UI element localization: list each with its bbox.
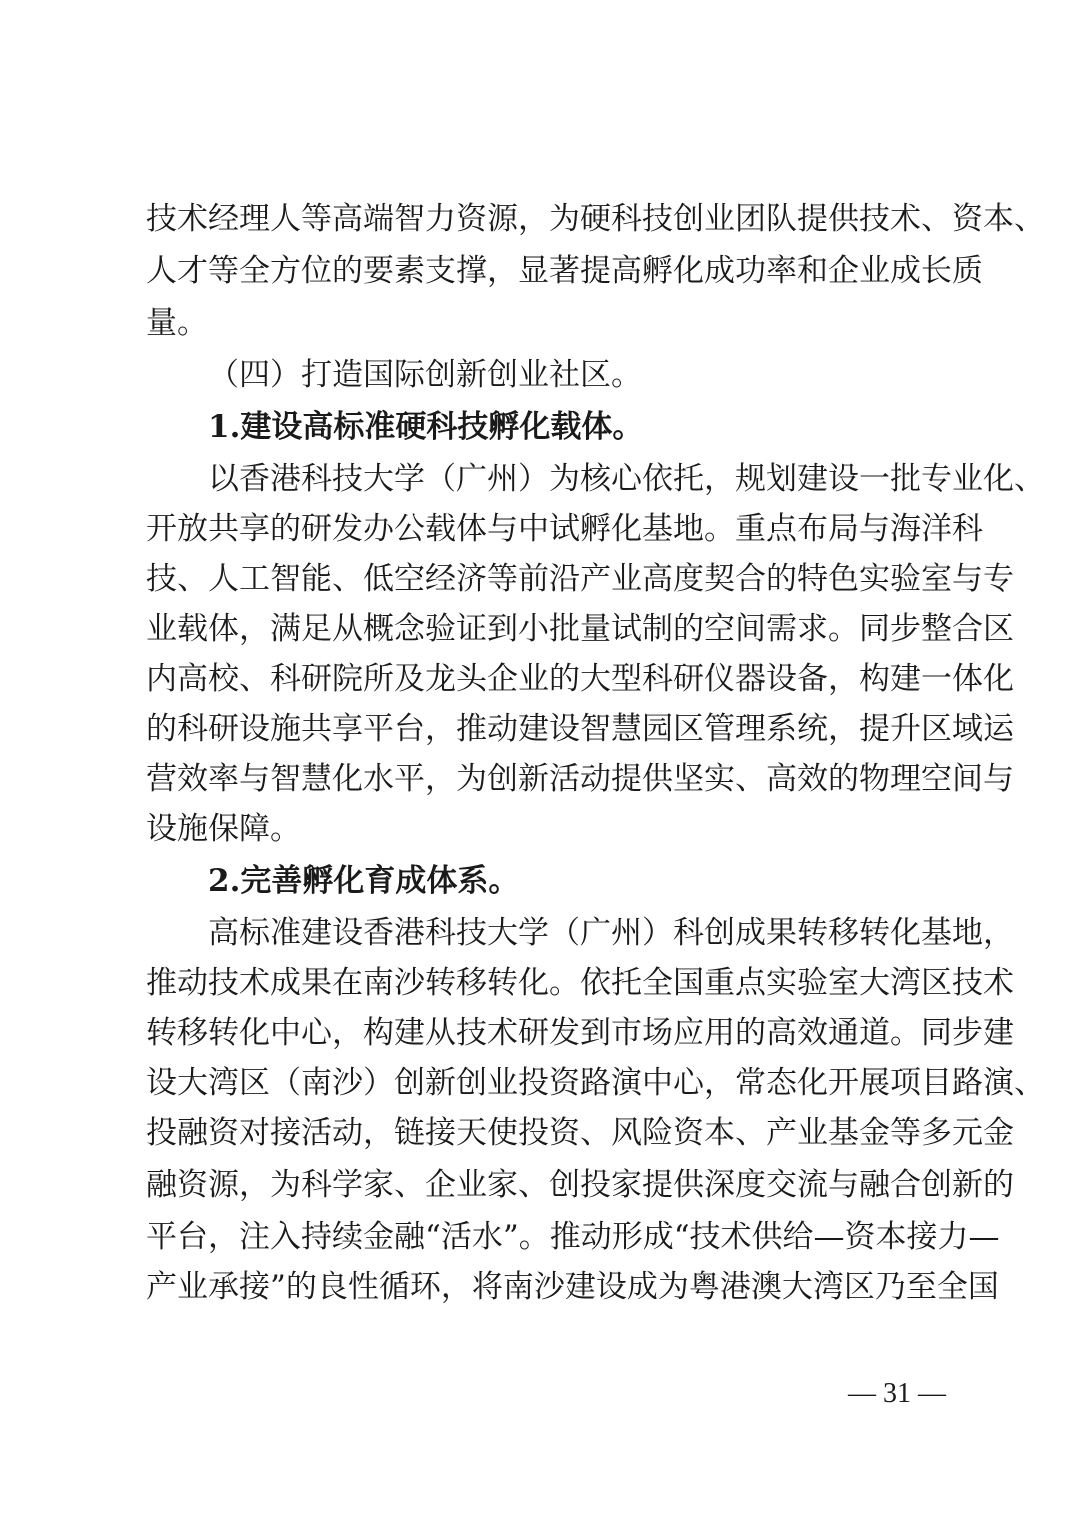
body-text-line: 业载体，满足从概念验证到小批量试制的空间需求。同步整合区 — [146, 611, 1014, 647]
page-number: — 31 — — [848, 1378, 946, 1409]
body-text-line: 的科研设施共享平台，推动建设智慧园区管理系统，提升区域运 — [146, 711, 1014, 747]
body-text-line: 产业承接”的良性循环，将南沙建设成为粤港澳大湾区乃至全国 — [146, 1269, 999, 1305]
body-text-line: 转移转化中心，构建从技术研发到市场应用的高效通道。同步建 — [146, 1015, 1014, 1051]
body-text-line: 融资源，为科学家、企业家、创投家提供深度交流与融合创新的 — [146, 1167, 1014, 1203]
body-text-line: 技术经理人等高端智力资源，为硬科技创业团队提供技术、资本、 — [146, 201, 1045, 237]
body-text-line: 平台，注入持续金融“活水”。推动形成“技术供给—资本接力— — [146, 1219, 1000, 1255]
body-text-line: 设施保障。 — [146, 811, 301, 847]
subsection-heading: 2.完善孵化育成体系。 — [208, 863, 520, 899]
body-text-line: 人才等全方位的要素支撑，显著提高孵化成功率和企业成长质 — [146, 253, 983, 289]
body-text-line: 营效率与智慧化水平，为创新活动提供坚实、高效的物理空间与 — [146, 761, 1014, 797]
body-text-line: 量。 — [146, 305, 208, 341]
body-text-line: 推动技术成果在南沙转移转化。依托全国重点实验室大湾区技术 — [146, 965, 1014, 1001]
body-text-line: 内高校、科研院所及龙头企业的大型科研仪器设备，构建一体化 — [146, 661, 1014, 697]
body-text-line: 以香港科技大学（广州）为核心依托，规划建设一批专业化、 — [208, 461, 1045, 497]
body-text-line: 高标准建设香港科技大学（广州）科创成果转移转化基地， — [208, 915, 1014, 951]
subsection-heading: 1.建设高标准硬科技孵化载体。 — [208, 409, 644, 445]
body-text-line: 投融资对接活动，链接天使投资、风险资本、产业基金等多元金 — [146, 1115, 1014, 1151]
body-text-line: 设大湾区（南沙）创新创业投资路演中心，常态化开展项目路演、 — [146, 1065, 1045, 1101]
body-text-line: 技、人工智能、低空经济等前沿产业高度契合的特色实验室与专 — [146, 561, 1014, 597]
section-heading: （四）打造国际创新创业社区。 — [208, 357, 642, 393]
body-text-line: 开放共享的研发办公载体与中试孵化基地。重点布局与海洋科 — [146, 511, 983, 547]
